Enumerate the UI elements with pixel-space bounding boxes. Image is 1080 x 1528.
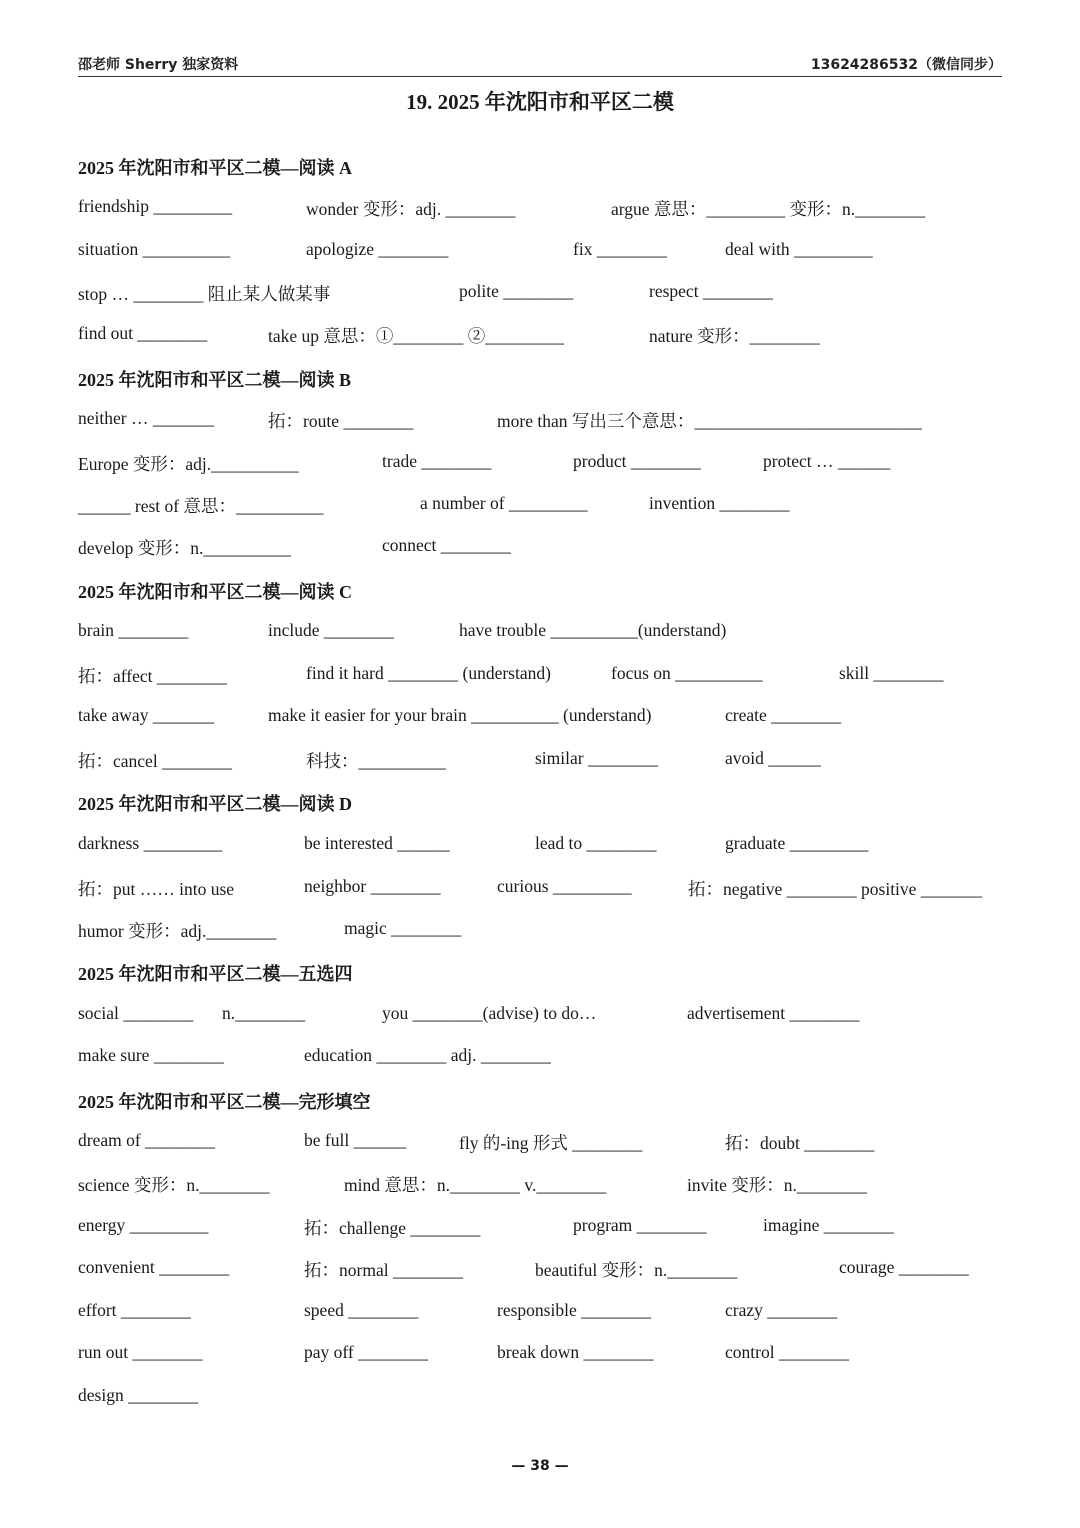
vocab-item: create ________ bbox=[725, 705, 842, 725]
vocab-item: take away _______ bbox=[78, 705, 215, 725]
vocab-item: more than 写出三个意思：__________________________ bbox=[497, 411, 922, 431]
vocab-item: a number of _________ bbox=[420, 493, 588, 513]
vocab-item: neighbor ________ bbox=[304, 876, 441, 896]
vocab-item: nature 变形：________ bbox=[649, 326, 820, 346]
vocab-item: break down ________ bbox=[497, 1342, 654, 1362]
vocab-item: connect ________ bbox=[382, 535, 511, 555]
vocab-item: lead to ________ bbox=[535, 833, 657, 853]
vocab-item: be interested ______ bbox=[304, 833, 450, 853]
section-heading: 2025 年沈阳市和平区二模—完形填空 bbox=[78, 1092, 371, 1112]
vocab-item: 拓：route ________ bbox=[268, 411, 414, 431]
section-heading: 2025 年沈阳市和平区二模—阅读 A bbox=[78, 158, 352, 178]
vocab-item: trade ________ bbox=[382, 451, 492, 471]
vocab-item: protect … ______ bbox=[763, 451, 891, 471]
vocab-item: find out ________ bbox=[78, 323, 208, 343]
vocab-item: take up 意思：①________ ②_________ bbox=[268, 326, 565, 346]
vocab-item: 拓：challenge ________ bbox=[304, 1218, 481, 1238]
vocab-item: 拓：cancel ________ bbox=[78, 751, 233, 771]
vocab-item: mind 意思：n.________ v.________ bbox=[344, 1175, 607, 1195]
vocab-item: n.________ bbox=[222, 1003, 306, 1023]
vocab-item: crazy ________ bbox=[725, 1300, 838, 1320]
vocab-item: situation __________ bbox=[78, 239, 231, 259]
header-divider bbox=[78, 76, 1002, 77]
vocab-item: fly 的-ing 形式 ________ bbox=[459, 1133, 643, 1153]
vocab-item: brain ________ bbox=[78, 620, 189, 640]
vocab-item: make sure ________ bbox=[78, 1045, 224, 1065]
vocab-item: stop … ________ 阻止某人做某事 bbox=[78, 284, 331, 304]
vocab-item: advertisement ________ bbox=[687, 1003, 860, 1023]
vocab-item: 拓：doubt ________ bbox=[725, 1133, 875, 1153]
vocab-item: beautiful 变形：n.________ bbox=[535, 1260, 738, 1280]
section-heading: 2025 年沈阳市和平区二模—阅读 C bbox=[78, 582, 352, 602]
vocab-item: control ________ bbox=[725, 1342, 849, 1362]
vocab-item: 拓：put …… into use bbox=[78, 879, 235, 899]
vocab-item: run out ________ bbox=[78, 1342, 203, 1362]
vocab-item: make it easier for your brain __________ (understand) bbox=[268, 705, 652, 725]
vocab-item: 科技：__________ bbox=[306, 751, 446, 771]
vocab-item: convenient ________ bbox=[78, 1257, 230, 1277]
vocab-item: polite ________ bbox=[459, 281, 574, 301]
vocab-item: fix ________ bbox=[573, 239, 667, 259]
section-heading: 2025 年沈阳市和平区二模—阅读 B bbox=[78, 370, 352, 390]
vocab-item: imagine ________ bbox=[763, 1215, 894, 1235]
vocab-item: neither … _______ bbox=[78, 408, 215, 428]
vocab-item: 拓：normal ________ bbox=[304, 1260, 463, 1280]
vocab-item: pay off ________ bbox=[304, 1342, 429, 1362]
vocab-item: invention ________ bbox=[649, 493, 790, 513]
vocab-item: graduate _________ bbox=[725, 833, 869, 853]
vocab-item: develop 变形：n.__________ bbox=[78, 538, 291, 558]
vocab-item: responsible ________ bbox=[497, 1300, 652, 1320]
vocab-item: effort ________ bbox=[78, 1300, 191, 1320]
vocab-item: you ________(advise) to do… bbox=[382, 1003, 597, 1023]
vocab-item: courage ________ bbox=[839, 1257, 969, 1277]
header-left: 邵老师 Sherry 独家资料 bbox=[78, 57, 239, 73]
vocab-item: Europe 变形：adj.__________ bbox=[78, 454, 299, 474]
section-heading: 2025 年沈阳市和平区二模—五选四 bbox=[78, 964, 353, 984]
page-number: — 38 — bbox=[511, 1458, 569, 1474]
vocab-item: argue 意思：_________ 变形：n.________ bbox=[611, 199, 926, 219]
vocab-item: find it hard ________ (understand) bbox=[306, 663, 551, 683]
vocab-item: apologize ________ bbox=[306, 239, 449, 259]
vocab-item: dream of ________ bbox=[78, 1130, 216, 1150]
vocab-item: deal with _________ bbox=[725, 239, 873, 259]
vocab-item: skill ________ bbox=[839, 663, 944, 683]
vocab-item: speed ________ bbox=[304, 1300, 419, 1320]
vocab-item: invite 变形：n.________ bbox=[687, 1175, 867, 1195]
vocab-item: avoid ______ bbox=[725, 748, 821, 768]
vocab-item: 拓：negative ________ positive _______ bbox=[688, 879, 983, 899]
vocab-item: product ________ bbox=[573, 451, 701, 471]
vocab-item: program ________ bbox=[573, 1215, 707, 1235]
vocab-item: education ________ adj. ________ bbox=[304, 1045, 551, 1065]
vocab-item: social ________ bbox=[78, 1003, 194, 1023]
page-title: 19. 2025 年沈阳市和平区二模 bbox=[406, 90, 674, 114]
vocab-item: energy _________ bbox=[78, 1215, 209, 1235]
vocab-item: friendship _________ bbox=[78, 196, 233, 216]
vocab-item: 拓：affect ________ bbox=[78, 666, 227, 686]
vocab-item: design ________ bbox=[78, 1385, 199, 1405]
vocab-item: respect ________ bbox=[649, 281, 773, 301]
vocab-item: science 变形：n.________ bbox=[78, 1175, 270, 1195]
vocab-item: ______ rest of 意思：__________ bbox=[78, 496, 324, 516]
vocab-item: darkness _________ bbox=[78, 833, 223, 853]
vocab-item: similar ________ bbox=[535, 748, 658, 768]
vocab-item: wonder 变形：adj. ________ bbox=[306, 199, 516, 219]
vocab-item: magic ________ bbox=[344, 918, 462, 938]
vocab-item: curious _________ bbox=[497, 876, 632, 896]
vocab-item: include ________ bbox=[268, 620, 394, 640]
section-heading: 2025 年沈阳市和平区二模—阅读 D bbox=[78, 794, 352, 814]
vocab-item: be full ______ bbox=[304, 1130, 407, 1150]
vocab-item: focus on __________ bbox=[611, 663, 763, 683]
vocab-item: humor 变形：adj.________ bbox=[78, 921, 277, 941]
header-right: 13624286532（微信同步） bbox=[810, 57, 1002, 73]
vocab-item: have trouble __________(understand) bbox=[459, 620, 727, 640]
